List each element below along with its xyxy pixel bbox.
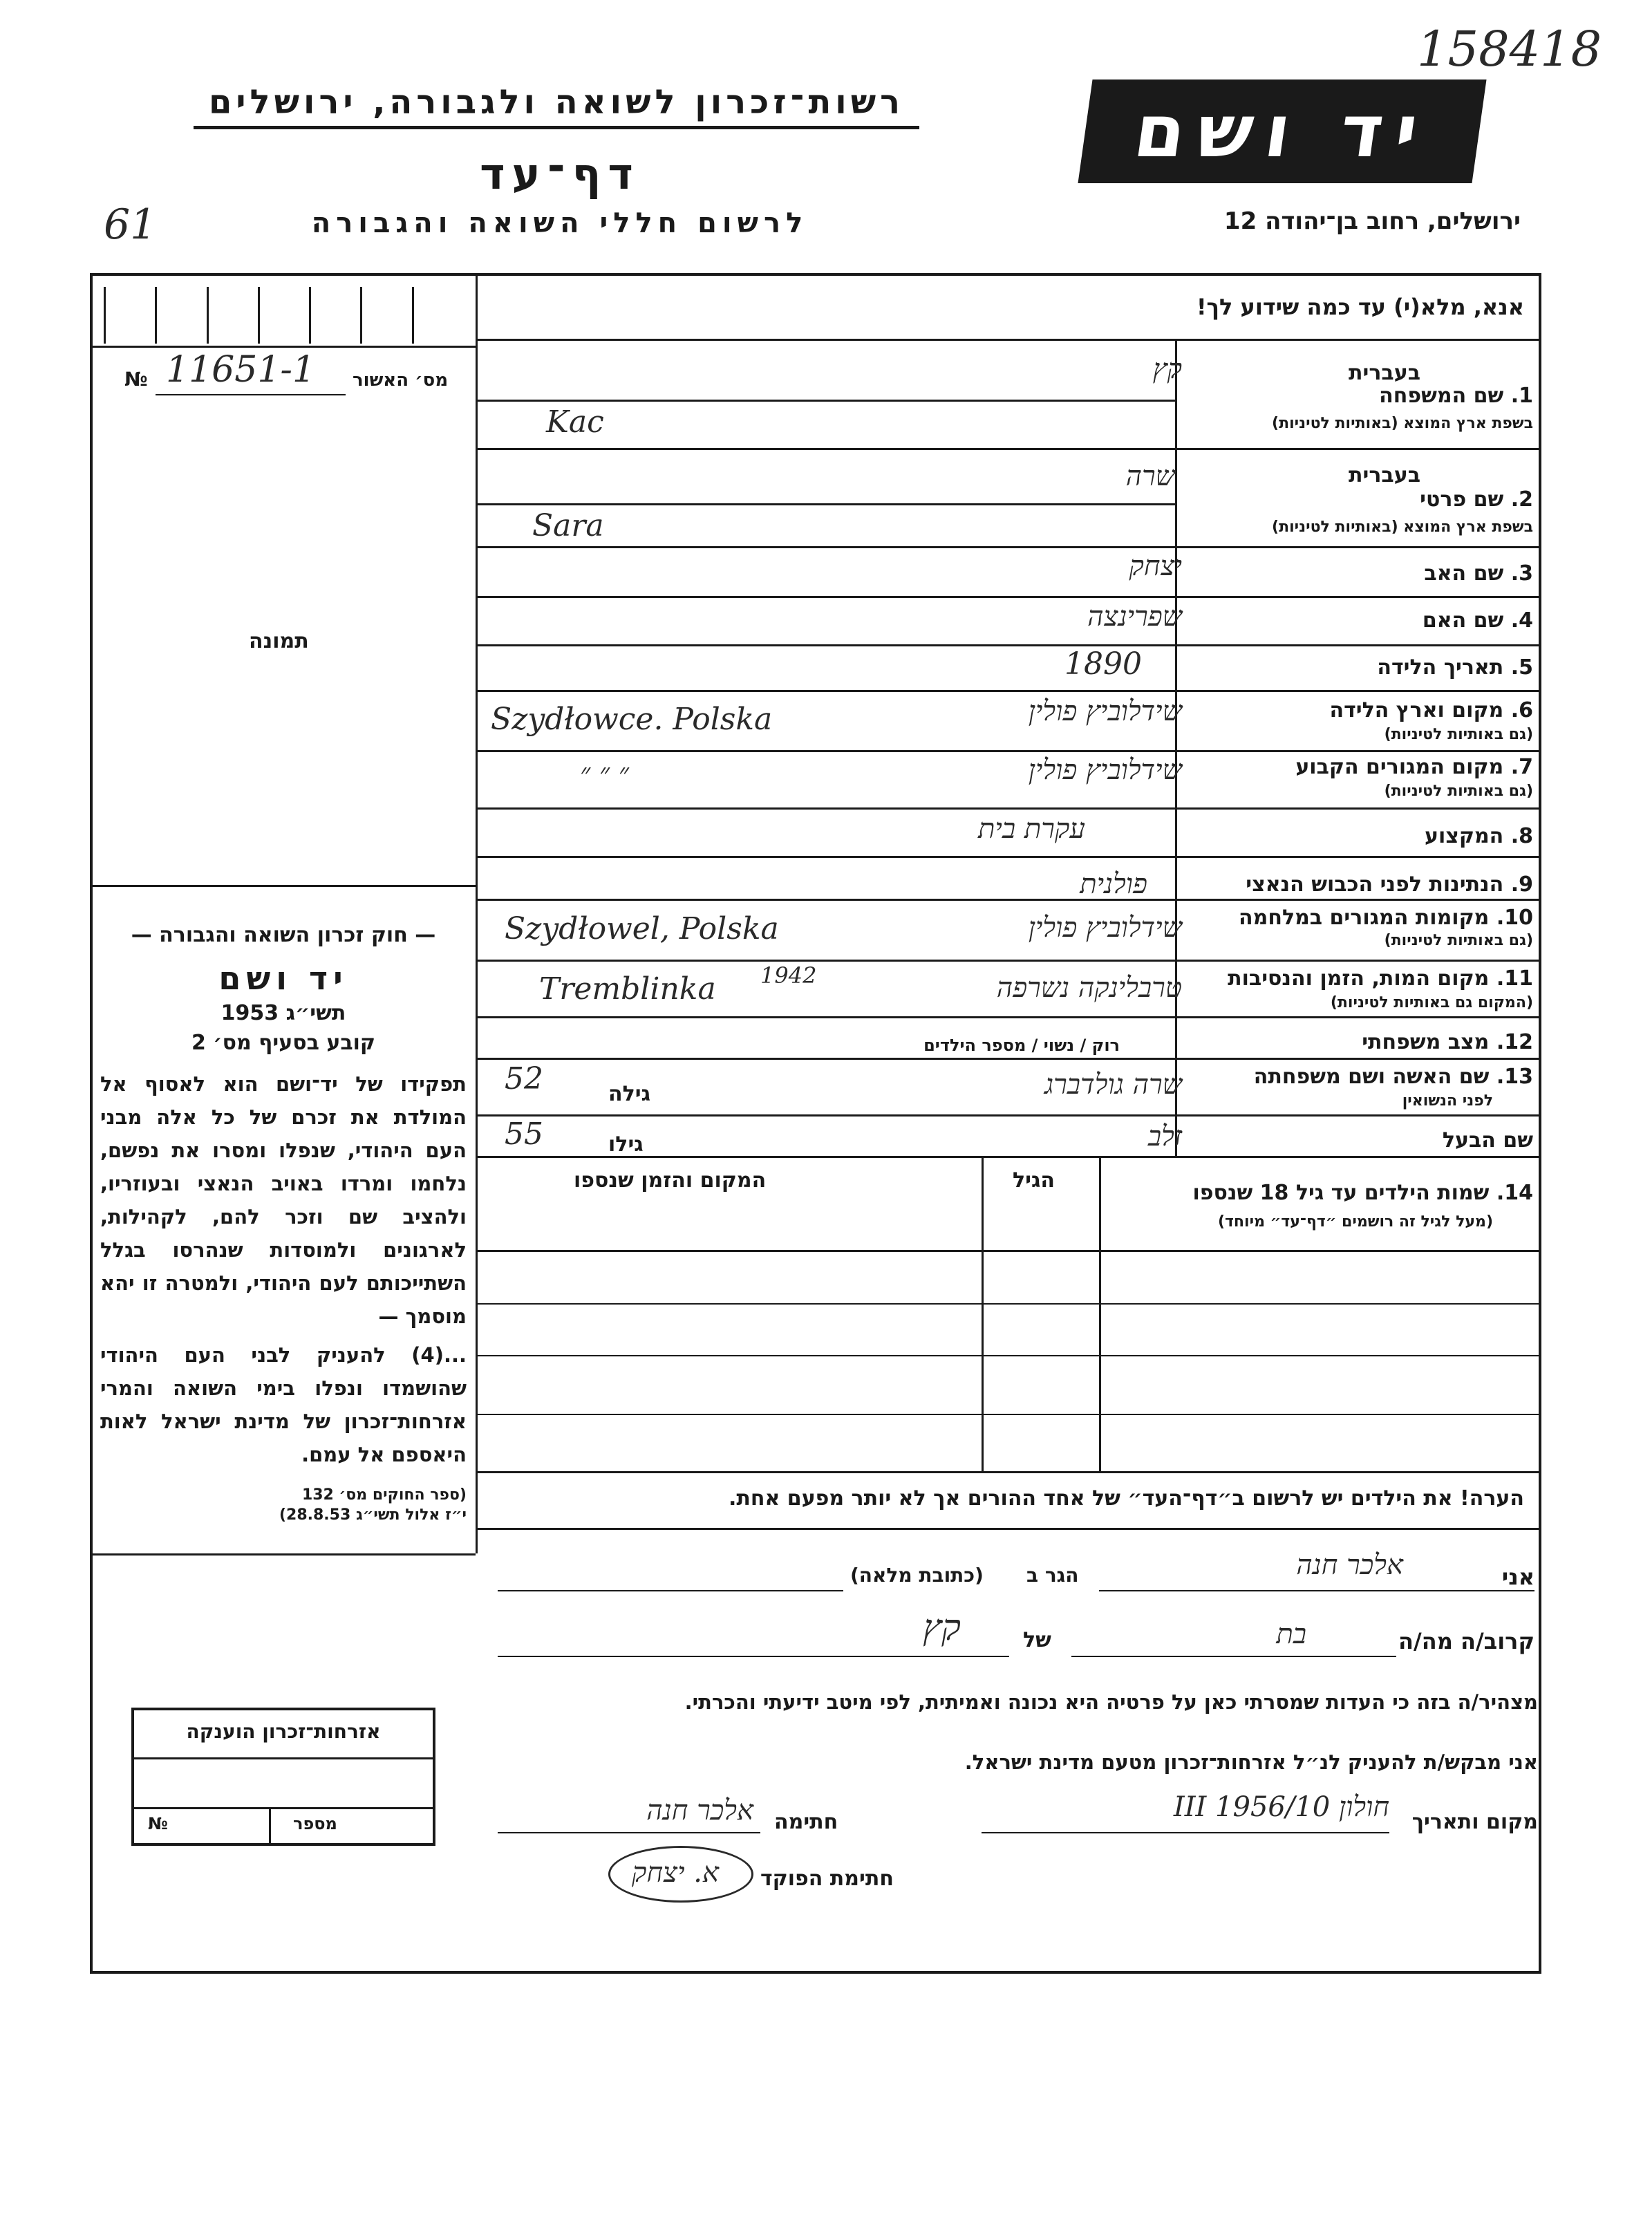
field-3-value: יצחק — [1129, 550, 1182, 582]
field-12-label: 12. מצב משפחתי — [1362, 1030, 1533, 1054]
field-14-age-col: הגיל — [1013, 1168, 1055, 1193]
officer-stamp-circle — [608, 1846, 753, 1903]
approval-number: 11651-1 — [166, 349, 316, 391]
declaration-text: מצהיר/ה בזה כי העדות שמסרתי כאן על פרטיה היא נכונה ואמיתית, לפי מיטב ידיעתי והכרתי. — [684, 1690, 1538, 1714]
field-2-lang: בעברית — [1349, 463, 1420, 487]
code-boxes — [104, 287, 463, 344]
field-3-label: 3. שם האב — [1424, 561, 1533, 586]
signature-value: אלכר חנה — [646, 1795, 753, 1826]
field-12-options: רוק / נשוי / מספר הילדים — [923, 1036, 1120, 1055]
field-13-age-label: גילה — [608, 1082, 650, 1106]
request-text: אני מבקש/ת להעניק לנ״ל אזרחות־זכרון מטעם מדינת ישראל. — [964, 1750, 1538, 1774]
logo-text: יד ושם — [1129, 89, 1436, 174]
law-name: יד ושם — [218, 960, 348, 997]
field-8-value: עקרת בית — [978, 813, 1085, 845]
field-5-value: 1890 — [1064, 646, 1142, 682]
field-9-label: 9. הנתינות לפני הכבוש הנאצי — [1246, 872, 1533, 897]
relation-value: בת — [1276, 1618, 1306, 1650]
husband-age-label: גילו — [608, 1132, 644, 1157]
field-11-latin: Tremblinka — [539, 971, 716, 1007]
column-divider — [476, 274, 478, 1553]
field-10-latin: Szydłowel, Polska — [505, 911, 779, 946]
field-2-label: 2. שם פרטי — [1420, 487, 1533, 512]
form-subtitle: לרשום חללי השואה והגבורה — [311, 207, 809, 239]
value-label-divider — [1175, 340, 1177, 1156]
place-date-value: חולון 10/III 1956 — [1173, 1791, 1389, 1823]
of-label: של — [1023, 1628, 1051, 1652]
field-7-ditto: ״ ״ ״ — [579, 758, 629, 790]
left-panel-bottom — [91, 1553, 476, 1555]
law-panel — [100, 923, 467, 1524]
field-2-latin: Sara — [532, 508, 604, 543]
field-10-label: 10. מקומות המגורים במלחמה — [1239, 906, 1533, 930]
law-body: תפקידו של יד־ושם הוא לאסוף אל המולדת את זכרם של כל אלה מבני העם היהודי, שנפלו ומסרו את נפשם, נלחמו ומרדו באויב הנאצי ובעוזריו, ולהציב שם וזכר להם, לקהילות, לארגונים ולמוסדות שנהרסו בגלל השתייכותם לעם היהודי, ולמטרה זו יהא מוסמך — — [100, 1072, 467, 1328]
of-value: קץ — [923, 1607, 961, 1649]
field-14-label: 14. שמות הילדים עד גיל 18 שנספו — [1192, 1181, 1533, 1205]
field-9-value: פולנית — [1080, 868, 1147, 900]
signature-label: חתימה — [774, 1810, 838, 1834]
intro-text: אנא, מלא(י) עד כמה שידוע לך! — [1196, 294, 1524, 320]
field-6-label: 6. מקום וארץ הלידה — [1329, 698, 1533, 722]
field-11-hebrew: טרבלינקה נשרפה — [996, 972, 1182, 1004]
field-7-sub: (גם באותיות לטיניות) — [1384, 783, 1533, 800]
field-14-place-col: המקום והזמן שנספו — [574, 1168, 767, 1193]
ani-label: אני — [1501, 1564, 1534, 1590]
place-date-label: מקום ותאריך — [1411, 1810, 1538, 1834]
field-13-label: 13. שם האשה ושם משפחתה — [1253, 1065, 1533, 1089]
field-2-sub: בשפת ארץ המוצא (באותיות לטיניות) — [1272, 518, 1533, 536]
photo-label: תמונה — [249, 629, 309, 653]
field-4-label: 4. שם האם — [1422, 608, 1533, 633]
field-14-sub: (מעל לגיל זה רושמים ״דף־עד״ מיוחד) — [1217, 1213, 1493, 1231]
field-13-value: שרה גולדברג — [1044, 1069, 1182, 1101]
note-text: הערה! את הילדים יש לרשום ב״דף־העד״ של אחד ההורים אך לא יותר מפעם אחת. — [729, 1486, 1524, 1511]
field-10-sub: (גם באותיות לטיניות) — [1384, 932, 1533, 949]
resident-label: הגר ב — [1026, 1564, 1079, 1587]
officer-signature: א. יצחק — [632, 1857, 719, 1889]
field-6-latin: Szydłowce. Polska — [491, 702, 773, 737]
field-6-hebrew: שידלוביץ פולין — [1028, 695, 1182, 727]
field-13-sub: לפני הנשואין — [1402, 1092, 1493, 1110]
yad-vashem-logo — [1078, 80, 1486, 183]
husband-value: זלב — [1147, 1121, 1182, 1152]
declarant-name: אלכר חנה — [1296, 1549, 1403, 1581]
law-source: (ספר החוקים מס׳ 132 — [301, 1486, 467, 1504]
honor-box — [131, 1708, 435, 1846]
field-7-hebrew: שידלוביץ פולין — [1028, 754, 1182, 786]
field-1-latin: Kac — [546, 404, 604, 440]
honor-no: № — [148, 1814, 168, 1833]
field-1-sub: בשפת ארץ המוצא (באותיות לטיניות) — [1272, 415, 1533, 432]
field-2-hebrew: שרה — [1125, 460, 1175, 492]
husband-label: שם הבעל — [1442, 1128, 1533, 1152]
relative-label: קרוב/ה מה/ה — [1398, 1628, 1534, 1654]
field-5-label: 5. תאריך הלידה — [1377, 655, 1533, 680]
authority-line: רשות־זכרון לשואה ולגבורה, ירושלים — [194, 83, 919, 129]
field-11-year: 1942 — [760, 962, 817, 989]
field-1-label: 1. שם המשפחה — [1379, 384, 1533, 408]
honor-title: אזרחות־זכרון הוענקה — [186, 1720, 381, 1743]
officer-label: חתימת הפוקד — [760, 1867, 894, 1891]
field-10-hebrew: שידלוביץ פולין — [1028, 912, 1182, 944]
field-7-label: 7. מקום המגורים הקבוע — [1295, 755, 1533, 779]
law-year: תשי״ג 1953 — [220, 1001, 346, 1025]
form-title: דף־עד — [480, 149, 640, 199]
field-11-label: 11. מקום המות, הזמן והנסיבות — [1228, 966, 1533, 991]
address-line: ירושלים, רחוב בן־יהודה 12 — [1223, 207, 1521, 235]
law-source-date: י״ז אלול תשי״ג 28.8.53) — [279, 1506, 467, 1524]
document-number: 158418 — [1417, 21, 1602, 77]
field-1-lang: בעברית — [1349, 361, 1420, 385]
field-4-value: שפרינצה — [1087, 601, 1182, 633]
field-11-sub: (המקום גם באותיות לטיניות) — [1330, 994, 1533, 1011]
approval-no: № — [124, 368, 148, 391]
field-8-label: 8. המקצוע — [1424, 824, 1533, 848]
approval-label: מס׳ האשור — [353, 370, 449, 391]
honor-number-label: מספר — [293, 1814, 337, 1833]
field-6-sub: (גם באותיות לטיניות) — [1384, 726, 1533, 743]
field-1-hebrew: קץ — [1152, 353, 1182, 385]
address-label: (כתובת מלאה) — [850, 1564, 984, 1587]
law-title: — חוק זכרון השואה והגבורה — — [131, 923, 436, 947]
law-clause: קובע בסעיף מס׳ 2 — [191, 1031, 376, 1055]
field-13-age: 52 — [505, 1061, 543, 1096]
husband-age: 55 — [505, 1116, 543, 1152]
law-body-2: ...(4) להעניק לבני העם היהודי שהושמדו ונפלו בימי השואה והמרי אזרחות־זכרון של מדינת ישראל לאות היאספם אל עמם. — [100, 1343, 467, 1466]
margin-mark: 61 — [104, 200, 157, 249]
